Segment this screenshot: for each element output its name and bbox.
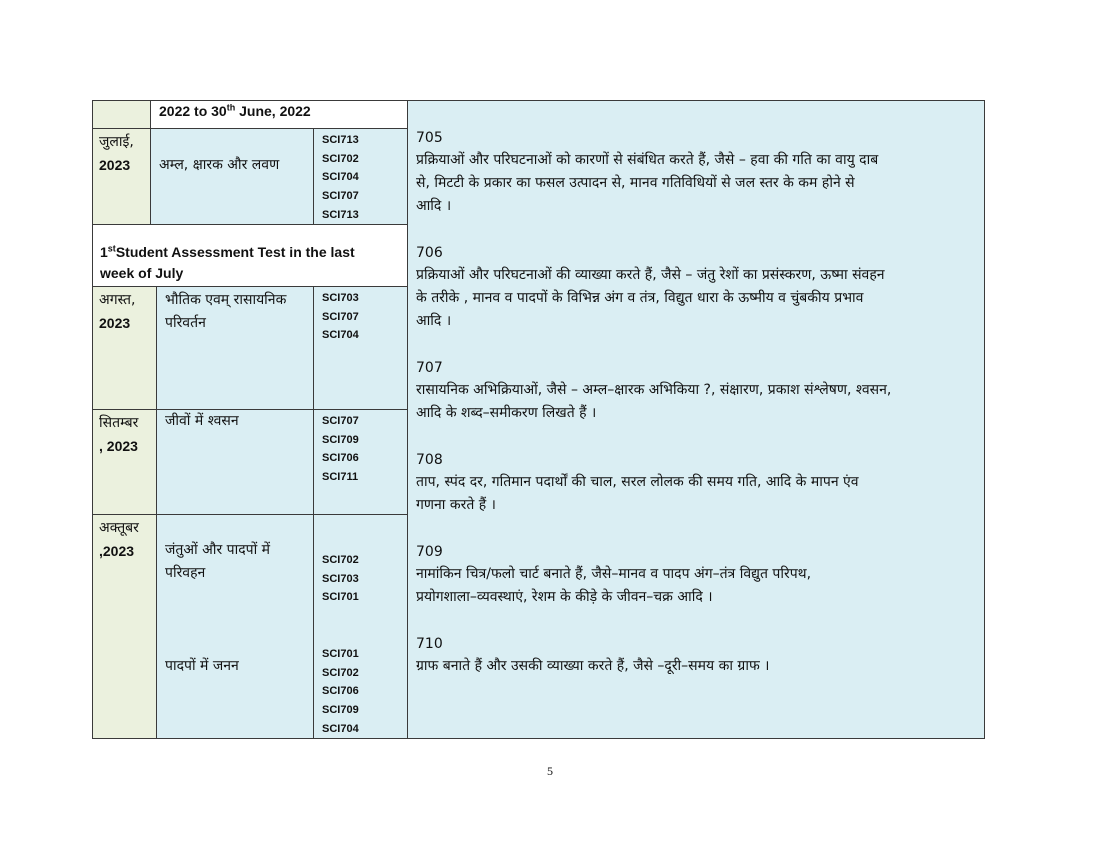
month-cell-october [92, 514, 157, 739]
outcome-line: आदि के शब्द–समीकरण लिखते हैं । [416, 405, 597, 421]
sci-code: SCI707 [322, 310, 359, 323]
topic-text: जीवों में श्वसन [165, 413, 239, 429]
topic-text: पादपों में जनन [165, 658, 239, 674]
sci-code: SCI701 [322, 648, 359, 660]
outcome-line: नामांकिन चित्र/फलो चार्ट बनाते हैं, जैसे–मानव व पादप अंग–तंत्र विद्युत परिपथ, [416, 566, 812, 582]
topic-reproduction [165, 655, 239, 678]
month-cell-september [92, 409, 157, 515]
outcome-708 [416, 449, 976, 517]
outcome-code: 705 [416, 130, 443, 146]
topic-cell-changes [156, 286, 314, 410]
outcome-code: 707 [416, 360, 443, 376]
outcome-code: 710 [416, 636, 443, 652]
sci-code: SCI711 [322, 471, 359, 484]
outcome-line: से, मिटटी के प्रकार का फसल उत्पादन से, मानव गतिविधियों से जल स्तर के कम होने से [416, 175, 855, 191]
outcome-710 [416, 633, 976, 678]
sci-code: SCI713 [322, 134, 359, 146]
month-year: ,2023 [99, 543, 135, 559]
topic-cell-acids [150, 128, 314, 225]
sci-code: SCI704 [322, 722, 359, 735]
outcome-code: 706 [416, 245, 443, 261]
outcome-line: प्रयोगशाला–व्यवस्थाएं, रेशम के कीड़े के जीवन–चक्र आदि । [416, 589, 713, 605]
header-month-cell [92, 100, 151, 129]
sci-code: SCI709 [322, 704, 359, 717]
assessment-cell [92, 224, 408, 287]
sci-code: SCI702 [322, 554, 359, 566]
month-cell-july [92, 128, 151, 225]
learning-outcomes-column [407, 100, 985, 739]
month-name: जुलाई, [99, 134, 134, 150]
topic-cell-respiration [156, 409, 314, 515]
outcome-code: 708 [416, 452, 443, 468]
codes-cell-october [313, 514, 408, 739]
topic-text: अम्ल, क्षारक और लवण [159, 157, 280, 173]
codes-cell-august [313, 286, 408, 410]
month-year: , 2023 [99, 438, 138, 454]
sci-code: SCI703 [322, 292, 359, 304]
header-session-text: 2022 to 30th June, 2022 [159, 102, 311, 119]
outcome-709 [416, 541, 976, 609]
topic-text: परिवहन [165, 565, 206, 581]
month-cell-august [92, 286, 157, 410]
outcome-705 [416, 127, 976, 218]
assessment-line-1: 1stStudent Assessment Test in the last [100, 243, 355, 260]
sci-code: SCI707 [322, 190, 359, 203]
sci-code: SCI701 [322, 591, 359, 604]
sci-code: SCI703 [322, 572, 359, 585]
month-name: अक्तूबर [99, 520, 139, 536]
outcome-line: ग्राफ बनाते हैं और उसकी व्याख्या करते हैं, जैसे –दूरी–समय का ग्राफ । [416, 658, 770, 674]
month-year: 2023 [99, 315, 131, 331]
outcome-line: ताप, स्पंद दर, गतिमान पदार्थों की चाल, सरल लोलक की समय गति, आदि के मापन एंव [416, 474, 859, 490]
sci-code: SCI706 [322, 452, 359, 465]
outcome-706 [416, 242, 976, 333]
topic-text: जंतुओं और पादपों में [165, 542, 271, 558]
sci-code: SCI709 [322, 433, 359, 446]
topic-text: भौतिक एवम् रासायनिक [165, 292, 287, 308]
codes-group-reproduction [322, 645, 359, 739]
sci-code: SCI704 [322, 171, 359, 184]
sci-code: SCI713 [322, 208, 359, 221]
outcome-line: रासायनिक अभिक्रियाओं, जैसे – अम्ल–क्षारक अभिकिया ?, संक्षारण, प्रकाश संश्लेषण, श्वसन, [416, 382, 892, 398]
topic-transport [165, 539, 270, 585]
header-session-cell [150, 100, 408, 129]
month-name: अगस्त, [99, 292, 136, 308]
sci-code: SCI702 [322, 152, 359, 165]
outcome-line: के तरीके , मानव व पादपों के विभिन्न अंग व तंत्र, विद्युत धारा के ऊष्मीय व चुंबकीय प्रभाव [416, 290, 864, 306]
month-name: सितम्बर [99, 415, 139, 431]
outcome-line: आदि । [416, 313, 452, 329]
codes-cell-september [313, 409, 408, 515]
outcome-707 [416, 357, 976, 425]
outcome-code: 709 [416, 544, 443, 560]
outcome-line: गणना करते हैं । [416, 497, 496, 513]
codes-cell-july [313, 128, 408, 225]
outcome-line: प्रक्रियाओं और परिघटनाओं की व्याख्या करते हैं, जैसे – जंतु रेशों का प्रसंस्करण, ऊष्मा संवहन [416, 267, 885, 283]
sci-code: SCI704 [322, 329, 359, 342]
codes-group-transport [322, 551, 359, 607]
sci-code: SCI702 [322, 666, 359, 679]
page-number: 5 [547, 764, 553, 778]
assessment-line-2: week of July [100, 265, 184, 281]
sci-code: SCI706 [322, 685, 359, 698]
topic-cell-october [156, 514, 314, 739]
month-year: 2023 [99, 157, 131, 173]
sci-code: SCI707 [322, 415, 359, 427]
outcome-line: आदि । [416, 198, 452, 214]
topic-text: परिवर्तन [165, 315, 206, 331]
outcome-line: प्रक्रियाओं और परिघटनाओं को कारणों से संबंधित करते हैं, जैसे – हवा की गति का वायु दाब [416, 152, 879, 168]
